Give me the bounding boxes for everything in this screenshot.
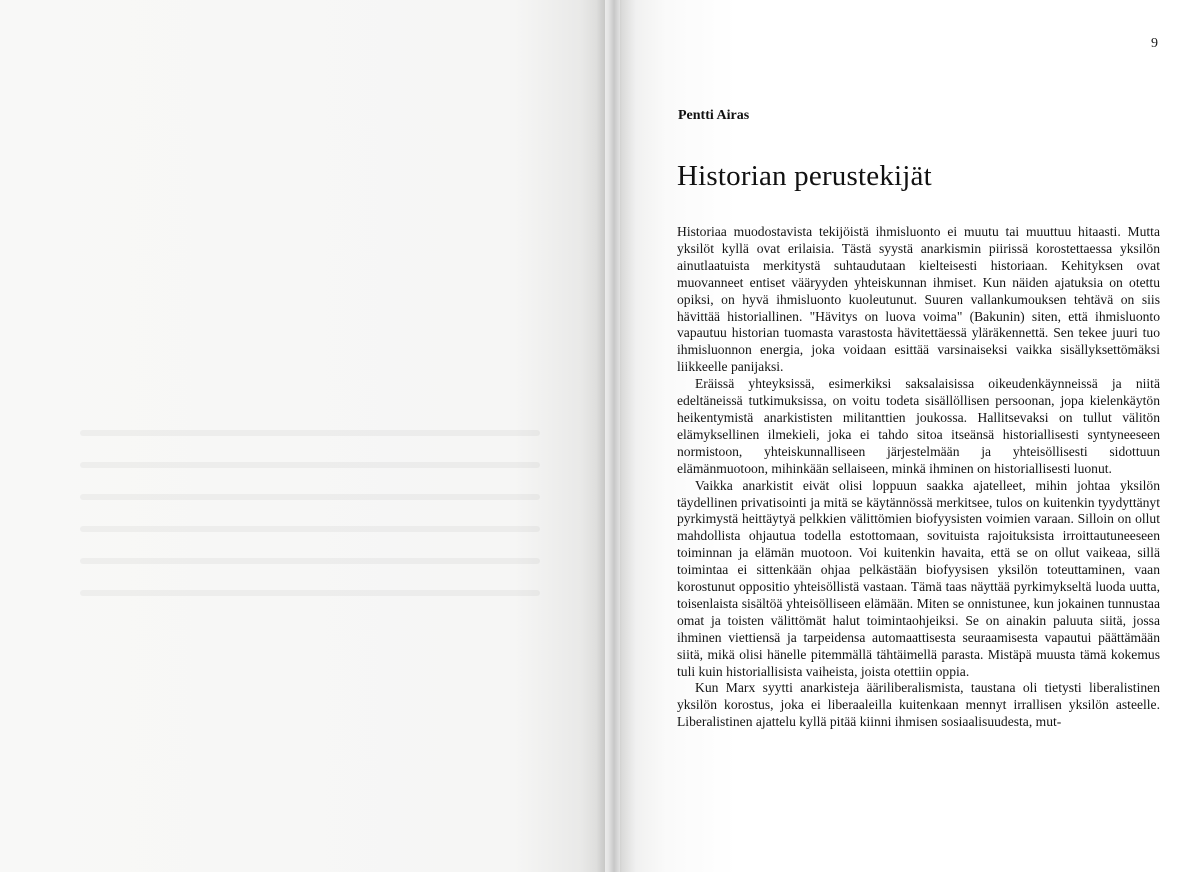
body-paragraph-3: Vaikka anarkistit eivät olisi loppuun saakka ajatelleet, mihin johtaa yksilön täydellinen privatisointi ja mitä se käytännössä merkitsee, tulos on kuitenkin tyydyttänyt pyrkimystä heittäytyä pelkkien välittömien biofyysisten voimien varaan. Silloin on ollut mahdollista ohjautua todella estottomaan, sovituista rajoituksista irroittautuneeseen toiminnan ja elämän muotoon. Voi kuitenkin havaita, että se on ollut vaikeaa, sillä toimintaa ei sittenkään ohjaa pelkästään biofyysisen yksilön toteuttaminen, vaan korostunut oppositio yhteisöllistä vastaan. Tämä taas näyttää pyrkimykseltä luoda uutta, toisenlaista sisältöä yhteisölliseen elämään. Miten se onnistunee, kun jokainen tunnustaa omat ja toisten välittömät halut toimintaohjeiksi. Se on ainakin paluuta siitä, jossa ihminen viettiensä ja tarpeidensa automaattisesta seuraamisesta vapautui päättämään siitä, mikä olisi hänelle pitemmällä tähtäimellä parasta. Mistäpä muusta tämä kokemus tuli kuin historiallisista vaiheista, joista otettiin oppia.	[677, 477, 1160, 679]
show-through-line	[80, 526, 540, 532]
article-title: Historian perustekijät	[677, 160, 932, 192]
show-through-line	[80, 430, 540, 436]
book-gutter	[596, 0, 636, 872]
show-through-line	[80, 590, 540, 596]
body-paragraph-2: Eräissä yhteyksissä, esimerkiksi saksalaisissa oikeudenkäynneissä ja niitä edeltäneissä tutkimuksissa, on voitu todeta sisällöllisen persoonan, jopa kielenkäytön heikentymistä anarkististen militanttien joukossa. Hallitsevaksi on tullut välitön elämyksellinen ilmekieli, joka ei tahdo sitoa itseänsä historiallisesti syntyneeseen normistoon, yhteiskunnalliseen järjestelmään ja yhteisöllisesti sidottuun elämänmuotoon, mihinkään sellaiseen, minkä ihminen on historiallisesti luonut.	[677, 376, 1160, 476]
page-number: 9	[1151, 36, 1158, 51]
show-through-line	[80, 494, 540, 500]
show-through-line	[80, 462, 540, 468]
body-paragraph-1: Historiaa muodostavista tekijöistä ihmisluonto ei muutu tai muuttuu hitaasti. Mutta yksilöt kyllä ovat erilaisia. Tästä syystä anarkismin piirissä korostettaessa yksilön ainutlaatuista merkitystä suhtaudutaan kielteisesti historiaan. Kehityksen ovat muovanneet entiset vääryyden yhteiskunnan ihmiset. Kun näiden ajatuksia on otettu opiksi, on hyvä ihmisluonto kuoleutunut. Suuren vallankumouksen tehtävä on siis hävittää historiallinen. "Hävitys on luova voima" (Bakunin) siten, että ihmisluonto vapautuu historian tuomasta varastosta hävitettäessä yläräkennettä. Sen tekee juuri tuo ihmisluonnon energia, joka voidaan esittää varsinaiseksi vaikka sisällyksettömäksi liikkeelle panijaksi.	[677, 224, 1160, 375]
show-through-line	[80, 558, 540, 564]
article-body	[677, 224, 1160, 731]
body-paragraph-4: Kun Marx syytti anarkisteja ääriliberalismista, taustana oli tietysti liberalistinen yksilön korostus, joka ei liberaaleilla kuitenkaan mennyt irrallisen yksilön asteelle. Liberalistinen ajattelu kyllä pitää kiinni ihmisen sosiaalisuudesta, mut-	[677, 680, 1160, 730]
article-author: Pentti Airas	[678, 108, 750, 123]
